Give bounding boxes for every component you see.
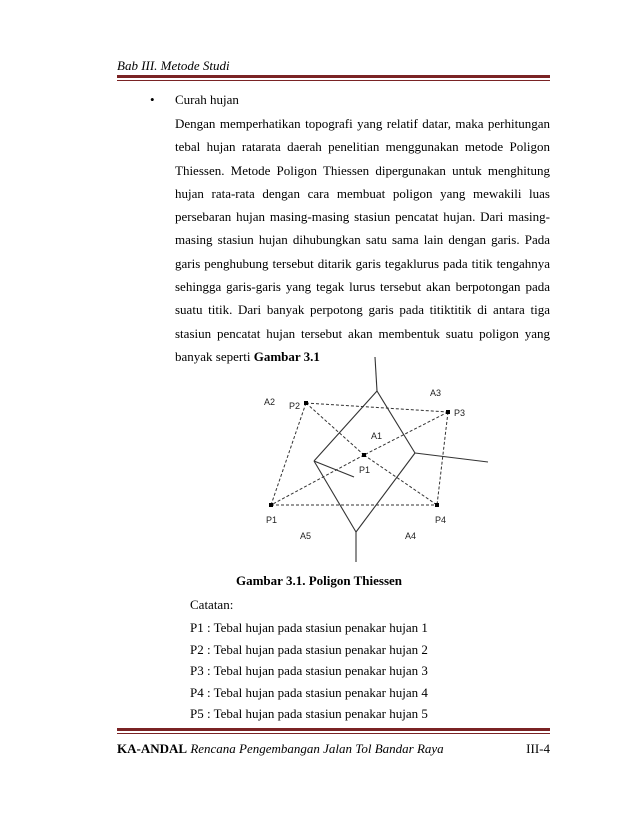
note-item: P5 : Tebal hujan pada stasiun penakar hujan 5 xyxy=(190,706,428,721)
footer-org: KA-ANDAL xyxy=(117,741,188,756)
boundary-line xyxy=(314,461,356,532)
body-paragraph xyxy=(175,112,550,368)
page-number: III-4 xyxy=(526,741,550,756)
station-p1-marker xyxy=(269,503,273,507)
section-title: Curah hujan xyxy=(175,92,239,107)
boundary-line xyxy=(314,461,354,477)
label-a1: A1 xyxy=(371,431,383,441)
footer-rule-thin xyxy=(117,733,550,734)
header-rule-thick xyxy=(117,75,550,78)
connector-line xyxy=(306,403,448,412)
connector-line xyxy=(364,455,437,505)
boundary-line xyxy=(375,357,377,391)
footer-project: Rencana Pengembangan Jalan Tol Bandar Raya xyxy=(190,741,444,756)
paragraph-text: Dengan memperhatikan topografi yang relatif datar, maka perhitungan tebal hujan ratarata daerah penelitian menggunakan metode Poligon Thiessen. Metode Poligon Thiessen dipergunakan untuk menghitung hujan rata-rata dengan cara membuat poligon yang mewakili luas persebaran hujan masing-masing stasiun pencatat hujan. Dari masing-masing stasiun hujan dihubungkan satu sama lain dengan garis. Pada garis penghubung tersebut ditarik garis tegaklurus pada titik tengahnya sehingga garis-garis yang tegak lurus tersebut akan berpotongan pada suatu titik. Dari banyak perpotong garis pada titiktitik di antara tiga stasiun pencatat hujan tersebut akan membentuk suatu poligon yang banyak seperti xyxy=(175,116,550,364)
notes-title: Catatan: xyxy=(190,597,234,612)
boundary-line xyxy=(415,453,488,462)
label-p1-center: P1 xyxy=(359,465,371,475)
label-p4: P4 xyxy=(435,515,447,525)
label-a4: A4 xyxy=(405,531,417,541)
running-footer xyxy=(117,741,444,757)
label-a5: A5 xyxy=(300,531,312,541)
boundary-line xyxy=(377,391,415,453)
note-item: P3 : Tebal hujan pada stasiun penakar hujan 3 xyxy=(190,663,428,678)
label-a3: A3 xyxy=(430,388,442,398)
station-p1-center-marker xyxy=(362,453,366,457)
label-p1: P1 xyxy=(266,515,278,525)
boundary-line xyxy=(314,391,377,461)
footer-rule-thick xyxy=(117,728,550,731)
station-p3-marker xyxy=(446,410,450,414)
notes-list xyxy=(190,617,428,725)
label-p3: P3 xyxy=(454,408,466,418)
station-p4-marker xyxy=(435,503,439,507)
figure-reference: Gambar 3.1 xyxy=(253,348,320,364)
connector-line xyxy=(306,403,364,455)
label-p2: P2 xyxy=(289,401,301,411)
polygon-boundaries xyxy=(314,357,488,562)
connector-line xyxy=(437,412,448,505)
figure-caption: Gambar 3.1. Poligon Thiessen xyxy=(235,573,403,588)
label-a2: A2 xyxy=(264,397,276,407)
header-rule-thin xyxy=(117,80,550,81)
note-item: P1 : Tebal hujan pada stasiun penakar hujan 1 xyxy=(190,620,428,635)
note-item: P2 : Tebal hujan pada stasiun penakar hujan 2 xyxy=(190,641,428,657)
connector-line xyxy=(271,403,306,505)
bullet-marker: • xyxy=(150,92,155,107)
running-header: Bab III. Metode Studi xyxy=(117,58,230,73)
station-p2-marker xyxy=(304,401,308,405)
thiessen-polygon-diagram xyxy=(240,355,500,565)
note-item: P4 : Tebal hujan pada stasiun penakar hujan 4 xyxy=(190,684,428,700)
